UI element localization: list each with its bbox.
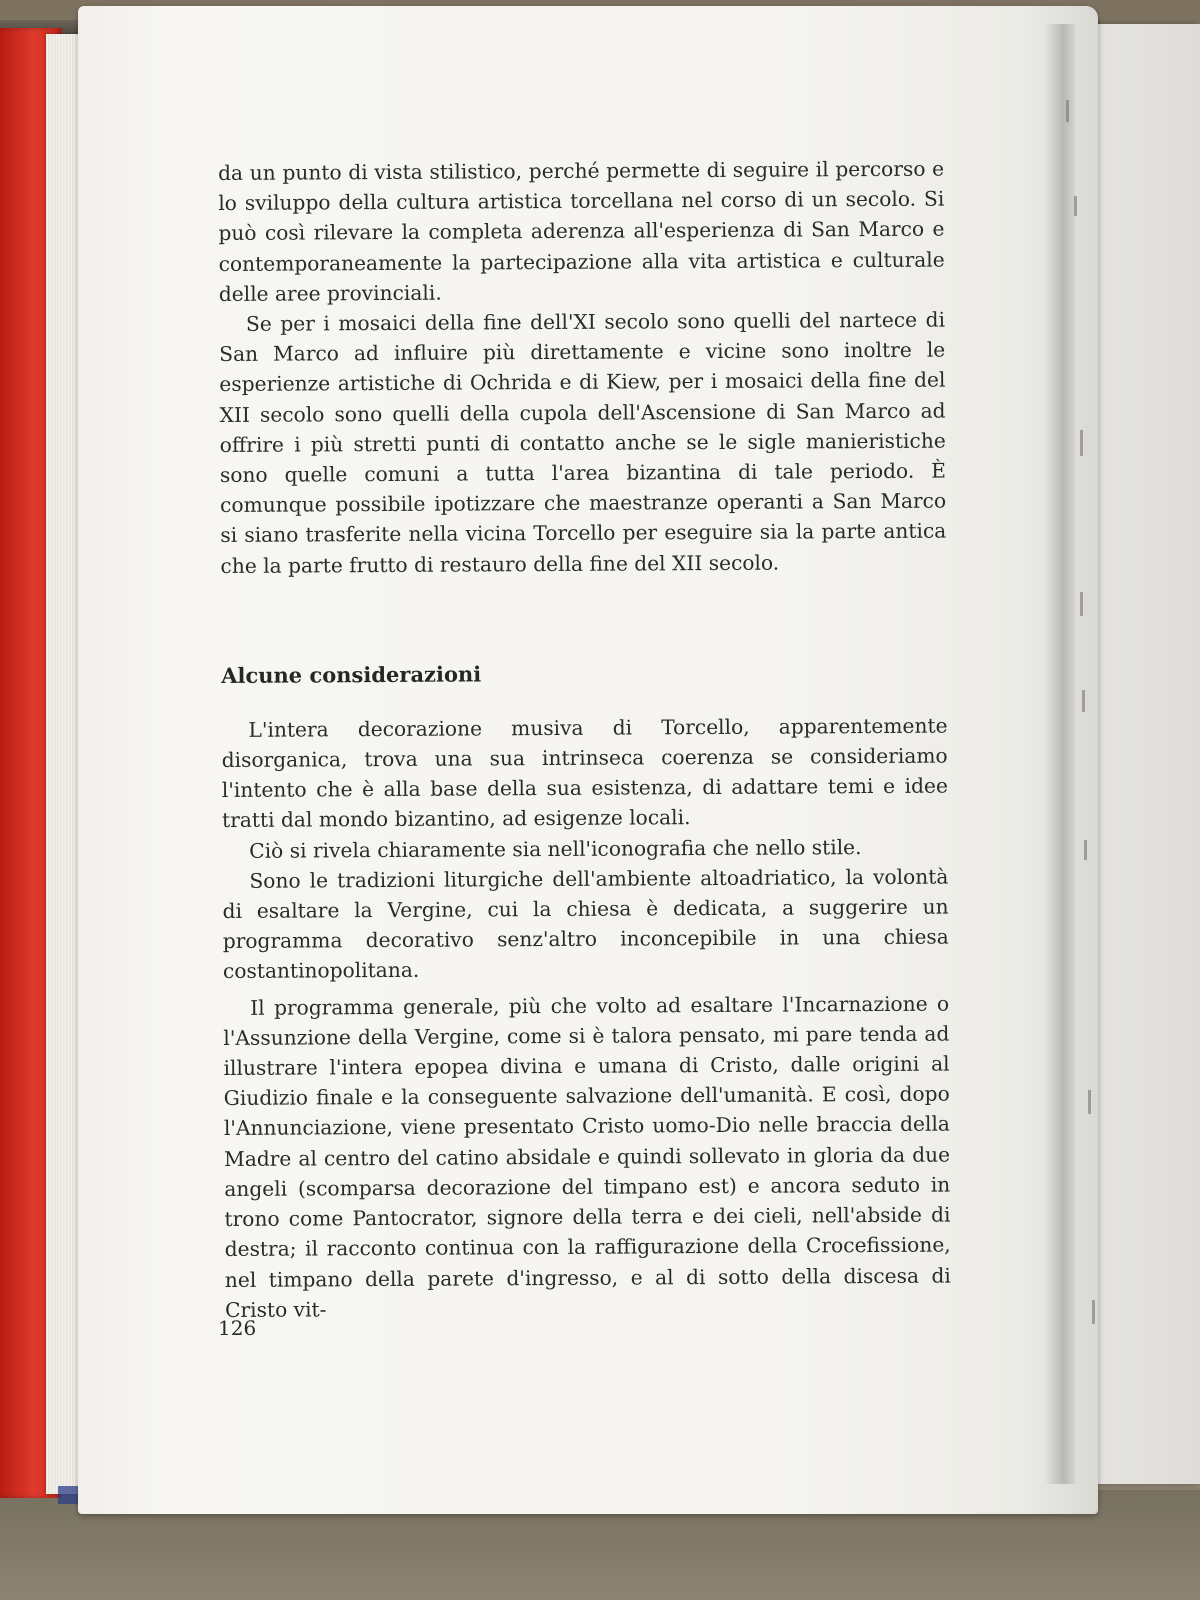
binding-thread-mark [1074, 196, 1077, 216]
binding-thread-mark [1080, 592, 1083, 616]
page-number: 126 [218, 1316, 257, 1340]
binding-thread-mark [1092, 1300, 1095, 1324]
section-heading: Alcune considerazioni [221, 661, 482, 688]
paragraph: da un punto di vista stilistico, perché permette di seguire il percorso e lo sviluppo della cultura artistica torcellana nel corso di un secolo. Si può così rilevare la completa aderenza all'esperienza di San Marco e contemporaneamente la partecipazione alla vita artistica e culturale delle aree provinciali. [218, 156, 945, 306]
paragraph: Sono le tradizioni liturgiche dell'ambiente altoadriatico, la volontà di esaltare la Vergine, cui la chiesa è dedicata, a suggerire un programma decorativo senz'altro inconcepibile in una chiesa costantinopolitana. [222, 864, 949, 984]
binding-thread-mark [1082, 690, 1085, 712]
page-text-block [218, 154, 951, 1325]
paragraph: Il programma generale, più che volto ad esaltare l'Incarnazione o l'Assunzione della Vergine, come si è talora pensato, mi pare tenda ad illustrare l'intera epopea divina e umana di Cristo, dalle origini al Giudizio finale e la conseguente salvazione dell'umanità. E così, dopo l'Annunciazione, viene presentato Cristo uomo-Dio nelle braccia della Madre al centro del catino absidale e quindi sollevato in gloria da due angeli (scomparsa decorazione del timpano est) e ancora seduto in trono come Pantocrator, signore della terra e dei cieli, nell'abside di destra; il racconto continua con la raffigurazione della Crocefissione, nel timpano della parete d'ingresso, e al di sotto della discesa di Cristo vit- [223, 991, 951, 1322]
paragraph: Ciò si rivela chiaramente sia nell'iconografia che nello stile. [249, 834, 862, 863]
paragraph: L'intera decorazione musiva di Torcello, apparentemente disorganica, trova una sua intrinseca coerenza se consideriamo l'intento che è alla base della sua esistenza, di adattare temi e idee tratti dal mondo bizantino, ad esigenze locali. [221, 713, 948, 833]
binding-thread-mark [1088, 1090, 1091, 1114]
paragraph: Se per i mosaici della fine dell'XI secolo sono quelli del nartece di San Marco ad influire più direttamente e vicine sono inoltre le esperienze artistiche di Ochrida e di Kiew, per i mosaici della fine del XII secolo sono quelli della cupola dell'Ascensione di San Marco ad offrire i più stretti punti di contatto anche se le sigle manieristiche sono quelle comuni a tutta l'area bizantina di tale periodo. È comunque possibile ipotizzare che maestranze operanti a San Marco si siano trasferite nella vicina Torcello per eseguire sia la parte antica che la parte frutto di restauro della fine del XII secolo. [219, 307, 947, 578]
section-spacing [221, 576, 947, 660]
binding-thread-mark [1084, 840, 1087, 860]
binding-thread-mark [1080, 430, 1083, 456]
binding-thread-mark [1066, 100, 1069, 122]
gutter-shadow [1045, 24, 1075, 1484]
